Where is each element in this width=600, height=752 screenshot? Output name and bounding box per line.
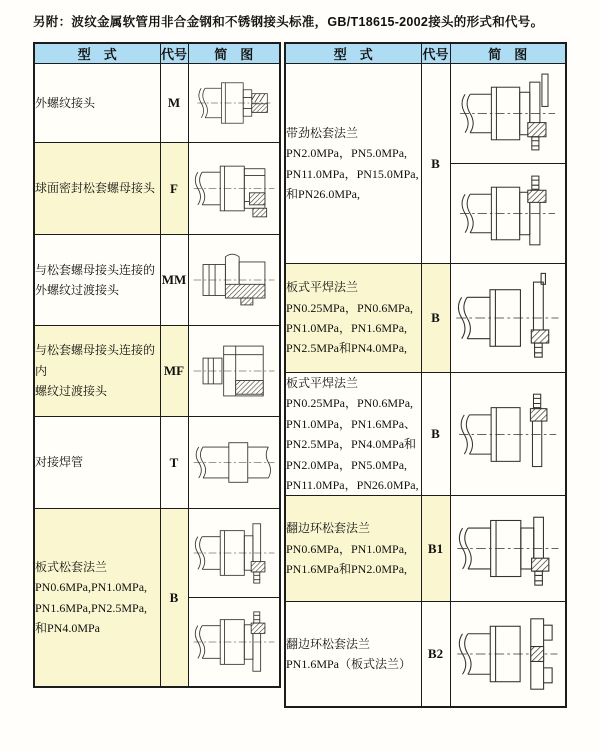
- table-row: [285, 264, 566, 373]
- type-line: 螺纹过渡接头: [35, 384, 108, 399]
- male-female-adapter-diagram: [189, 326, 280, 416]
- code-cell: B1: [421, 496, 450, 602]
- table-row: [34, 143, 280, 235]
- code-cell: B: [421, 64, 450, 264]
- table-row: [34, 509, 280, 688]
- code-cell: F: [160, 143, 188, 235]
- type-line: PN1.6MPa,PN2.5MPa,: [35, 600, 148, 615]
- type-cell: [34, 143, 160, 235]
- type-line: PN11.0MPa，PN26.0MPa,: [286, 477, 419, 492]
- male-thread-joint-icon: [195, 68, 273, 138]
- plate-loose-flange-b-diagram: [189, 597, 280, 686]
- plate-loose-flange-a-icon: [191, 513, 277, 593]
- type-line: 翻边环松套法兰: [286, 636, 371, 651]
- type-line: PN0.6MPa,PN1.0MPa,: [35, 580, 148, 595]
- type-line: 与松套螺母接头连接的内: [35, 343, 156, 378]
- table-row: [285, 64, 566, 264]
- plate-loose-flange-b-icon: [191, 602, 277, 682]
- type-line: PN1.0MPa，PN1.6MPa,: [286, 321, 408, 335]
- type-cell: [34, 509, 160, 688]
- column-header-diagram: 简 图: [188, 43, 280, 64]
- type-line: 和PN4.0MPa: [35, 620, 101, 635]
- diagram-cell: [450, 602, 566, 708]
- type-line: PN2.0MPa，PN5.0MPa,: [286, 457, 408, 472]
- lap-ring-plate-flange-icon: [454, 606, 561, 702]
- column-header-diagram: 简 图: [450, 43, 566, 64]
- type-cell: [34, 64, 160, 143]
- butt-weld-pipe-diagram: [189, 417, 280, 508]
- neck-loose-flange-b-icon: [457, 168, 558, 259]
- type-line: 板式松套法兰: [35, 559, 108, 574]
- column-header-code: 代号: [421, 43, 450, 64]
- header-row: [285, 43, 566, 64]
- flat-weld-flange-b-diagram: [451, 384, 566, 485]
- diagram-cell: [450, 64, 566, 264]
- type-line: PN1.6MPa（板式法兰）: [286, 657, 412, 672]
- type-line: 板式平焊法兰: [286, 376, 359, 390]
- male-male-adapter-diagram: [189, 235, 280, 325]
- table-row: [34, 64, 280, 143]
- diagram-cell: [188, 143, 280, 235]
- diagram-cell: [450, 496, 566, 602]
- type-line: PN0.25MPa，PN0.6MPa,: [286, 396, 414, 411]
- neck-loose-flange-a-diagram: [451, 64, 566, 163]
- table-row: [34, 417, 280, 509]
- table-row: [34, 235, 280, 326]
- type-line: PN2.0MPa，PN5.0MPa,: [286, 146, 408, 161]
- code-cell: T: [160, 417, 188, 509]
- loose-nut-joint-icon: [191, 147, 277, 230]
- code-cell: MM: [160, 235, 188, 326]
- flat-weld-flange-b-icon: [456, 388, 559, 481]
- butt-weld-pipe-icon: [191, 421, 277, 504]
- type-line: 外螺纹过渡接头: [35, 283, 120, 297]
- joint-code-tables: [33, 42, 600, 708]
- table-row: [34, 326, 280, 417]
- diagram-cell: [188, 509, 280, 688]
- type-line: PN1.0MPa，PN1.6MPa、: [286, 416, 417, 431]
- table-row: [285, 373, 566, 496]
- lap-ring-flange-diagram: [451, 496, 566, 601]
- code-cell: B: [421, 373, 450, 496]
- male-female-adapter-icon: [191, 330, 277, 412]
- type-cell: [285, 264, 421, 373]
- type-cell: [285, 602, 421, 708]
- diagram-cell: [188, 326, 280, 417]
- type-line: 外螺纹接头: [35, 95, 96, 110]
- neck-loose-flange-b-diagram: [451, 163, 566, 263]
- code-cell: MF: [160, 326, 188, 417]
- plate-loose-flange-a-diagram: [189, 509, 280, 597]
- joint-table-right: [284, 42, 567, 708]
- type-line: PN0.6MPa，PN1.0MPa,: [286, 541, 408, 556]
- loose-nut-joint-diagram: [189, 143, 280, 234]
- type-cell: [285, 496, 421, 602]
- diagram-cell: [450, 373, 566, 496]
- column-header-code: 代号: [160, 43, 188, 64]
- type-line: PN11.0MPa，PN15.0MPa,: [286, 166, 419, 181]
- type-cell: [34, 417, 160, 509]
- lap-ring-plate-flange-diagram: [451, 602, 566, 706]
- type-line: 带劲松套法兰: [286, 125, 359, 140]
- code-cell: M: [160, 64, 188, 143]
- diagram-cell: [188, 64, 280, 143]
- code-cell: B: [421, 264, 450, 373]
- table-row: [285, 602, 566, 708]
- flat-weld-flange-a-diagram: [451, 264, 566, 372]
- flat-weld-flange-a-icon: [453, 268, 562, 368]
- type-line: PN2.5MPa和PN4.0MPa,: [286, 341, 408, 356]
- joint-table-left: [33, 42, 281, 688]
- type-line: 与松套螺母接头连接的: [35, 262, 156, 277]
- lap-ring-flange-icon: [454, 500, 562, 597]
- male-male-adapter-icon: [191, 239, 277, 321]
- type-line: PN2.5MPa，PN4.0MPa和: [286, 437, 417, 452]
- type-cell: [285, 373, 421, 496]
- type-line: 和PN26.0MPa,: [286, 186, 361, 201]
- type-line: 球面密封松套螺母接头: [35, 181, 156, 196]
- page-title: 另附：波纹金属软管用非合金钢和不锈钢接头标准，GB/T18615-2002接头的形式和代号。: [33, 15, 544, 29]
- type-line: 板式平焊法兰: [286, 280, 359, 295]
- neck-loose-flange-a-icon: [457, 68, 558, 159]
- type-line: PN1.6MPa和PN2.0MPa,: [286, 562, 408, 577]
- diagram-cell: [188, 417, 280, 509]
- type-line: 对接焊管: [35, 455, 84, 470]
- code-cell: B2: [421, 602, 450, 708]
- diagram-cell: [450, 264, 566, 373]
- column-header-type: 型 式: [34, 43, 160, 64]
- table-row: [285, 496, 566, 602]
- male-thread-joint-diagram: [189, 64, 280, 142]
- type-cell: [34, 326, 160, 417]
- type-line: PN0.25MPa，PN0.6MPa,: [286, 300, 414, 315]
- type-cell: [285, 64, 421, 264]
- type-cell: [34, 235, 160, 326]
- diagram-cell: [188, 235, 280, 326]
- column-header-type: 型 式: [285, 43, 421, 64]
- code-cell: B: [160, 509, 188, 688]
- header-row: [34, 43, 280, 64]
- type-line: 翻边环松套法兰: [286, 521, 371, 536]
